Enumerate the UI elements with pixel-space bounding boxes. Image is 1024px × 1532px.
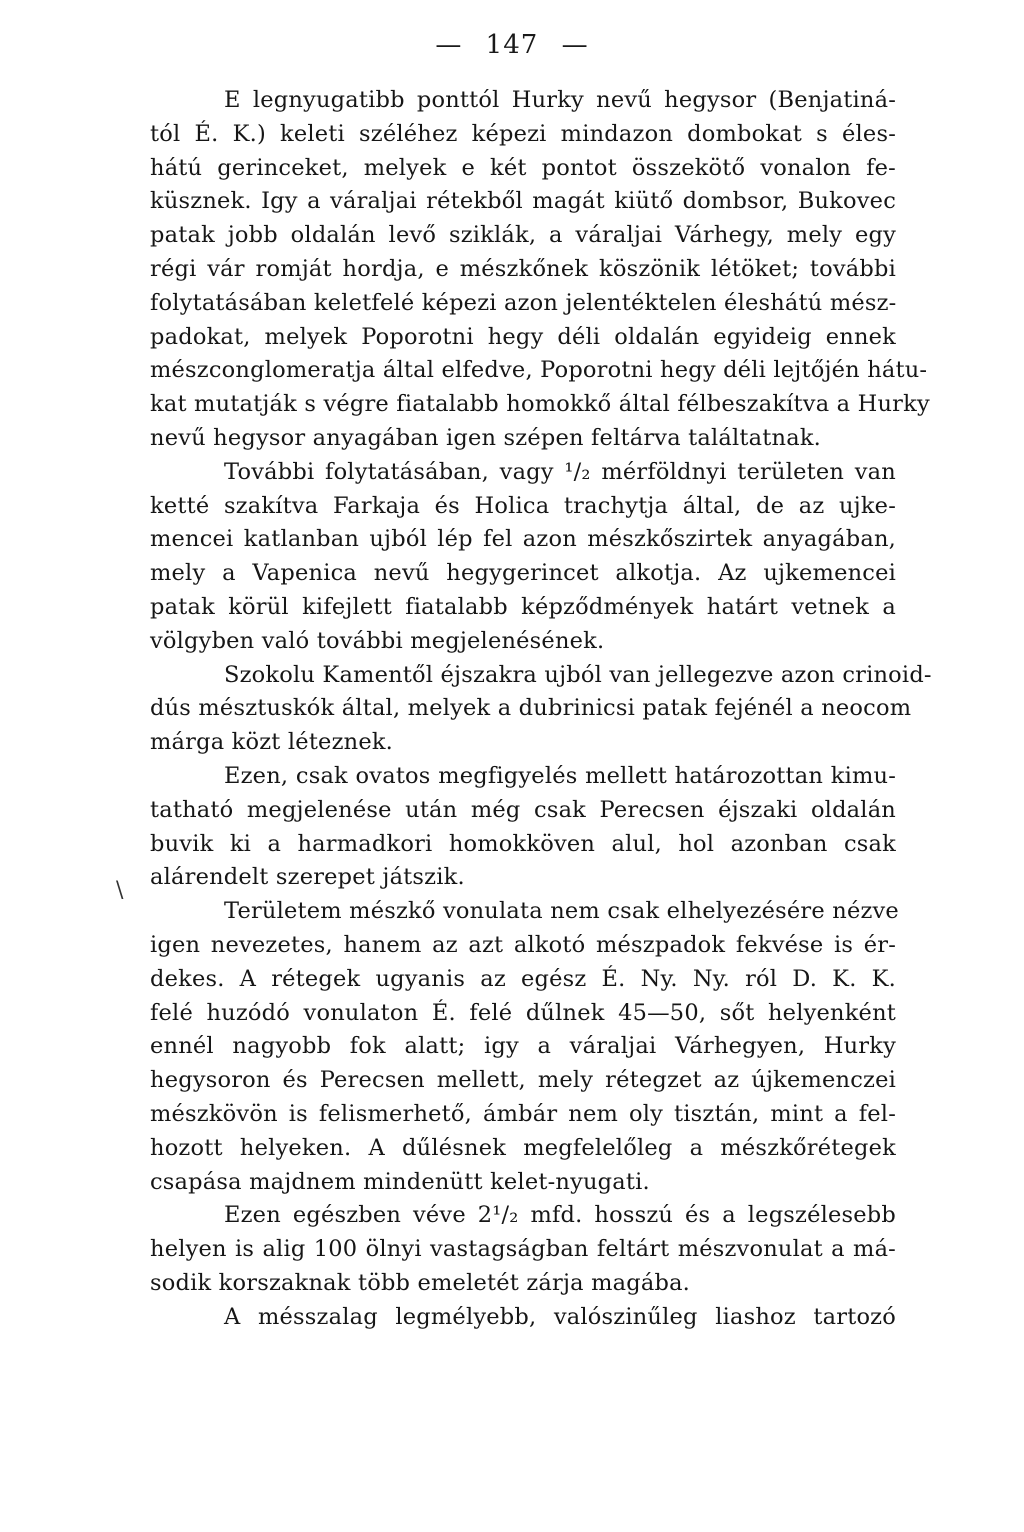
text-line: hátú gerinceket, melyek e két pontot összekötő vonalon fe-: [150, 154, 896, 181]
text-line: A mésszalag legmélyebb, valószinűleg liashoz tartozó: [224, 1303, 896, 1330]
text-line: patak jobb oldalán levő sziklák, a váraljai Várhegy, mely egy: [150, 222, 896, 249]
text-line: hegysoron és Perecsen mellett, mely rétegzet az újkemenczei: [150, 1067, 896, 1094]
text-line: csapása majdnem mindenütt kelet-nyugati.: [150, 1168, 650, 1195]
page-number-right-dash: —: [561, 30, 589, 60]
margin-mark: \: [116, 878, 124, 903]
text-line: Területem mészkő vonulata nem csak elhelyezésére nézve: [224, 898, 899, 925]
text-line: mely a Vapenica nevű hegygerincet alkotja. Az ujkemencei: [150, 560, 896, 587]
text-line: buvik ki a harmadkori homokköven alul, hol azonban csak: [150, 830, 896, 857]
text-line: folytatásában keletfelé képezi azon jelentéktelen éleshátú mész-: [150, 289, 897, 316]
text-line: dekes. A rétegek ugyanis az egész É. Ny. Ny. ról D. K. K.: [150, 965, 896, 992]
page-number: 147: [485, 30, 539, 60]
text-line: padokat, melyek Poporotni hegy déli oldalán egyideig ennek: [150, 323, 896, 350]
text-line: mészconglomeratja által elfedve, Poporotni hegy déli lejtőjén hátu-: [150, 357, 928, 384]
text-line: hozott helyeken. A dűlésnek megfelelőleg a mészkőrétegek: [150, 1134, 896, 1161]
page-number-left-dash: —: [435, 30, 463, 60]
text-line: igen nevezetes, hanem az azt alkotó mészpadok fekvése is ér-: [150, 931, 896, 958]
text-line: Szokolu Kamentől éjszakra ujból van jellegezve azon crinoid-: [224, 661, 932, 688]
text-line: ennél nagyobb fok alatt; igy a váraljai Várhegyen, Hurky: [150, 1033, 896, 1060]
text-line: márga közt léteznek.: [150, 729, 394, 756]
text-line: völgyben való további megjelenésének.: [150, 627, 605, 654]
text-line: ketté szakítva Farkaja és Holica trachytja által, de az ujke-: [150, 492, 896, 519]
text-line: tól É. K.) keleti széléhez képezi mindazon dombokat s éles-: [150, 120, 896, 147]
text-line: Ezen, csak ovatos megfigyelés mellett határozottan kimu-: [224, 762, 896, 789]
text-line: nevű hegysor anyagában igen szépen feltárva találtatnak.: [150, 424, 822, 451]
text-line: alárendelt szerepet játszik.: [150, 864, 465, 891]
text-line: sodik korszaknak több emeletét zárja magába.: [150, 1269, 691, 1296]
text-line: felé huzódó vonulaton É. felé dűlnek 45—50, sőt helyenként: [150, 999, 896, 1026]
text-line: tatható megjelenése után még csak Perecsen éjszaki oldalán: [150, 796, 896, 823]
text-line: régi vár romját hordja, e mészkőnek köszönik létöket; további: [150, 255, 896, 282]
text-line: küsznek. Igy a váraljai rétekből magát kiütő dombsor, Bukovec: [150, 188, 896, 215]
text-line: Ezen egészben véve 2¹/₂ mfd. hosszú és a legszélesebb: [224, 1202, 896, 1229]
text-line: dús mésztuskók által, melyek a dubrinicsi patak fejénél a neocom: [150, 695, 912, 722]
text-line: mencei katlanban ujból lép fel azon mészkőszirtek anyagában,: [150, 526, 896, 553]
text-line: E legnyugatibb ponttól Hurky nevű hegysor (Benjatiná-: [224, 87, 896, 113]
body-text: [150, 84, 932, 1334]
text-line: patak körül kifejlett fiatalabb képződmények határt vetnek a: [150, 593, 896, 620]
page-header: [0, 30, 1024, 60]
text-line: helyen is alig 100 ölnyi vastagságban feltárt mészvonulat a má-: [150, 1236, 896, 1263]
text-line: kat mutatják s végre fiatalabb homokkő által félbeszakítva a Hurky: [150, 391, 930, 418]
text-line: mészkövön is felismerhető, ámbár nem oly tisztán, mint a fel-: [150, 1100, 896, 1127]
text-line: További folytatásában, vagy ¹/₂ mérföldnyi területen van: [224, 458, 896, 485]
